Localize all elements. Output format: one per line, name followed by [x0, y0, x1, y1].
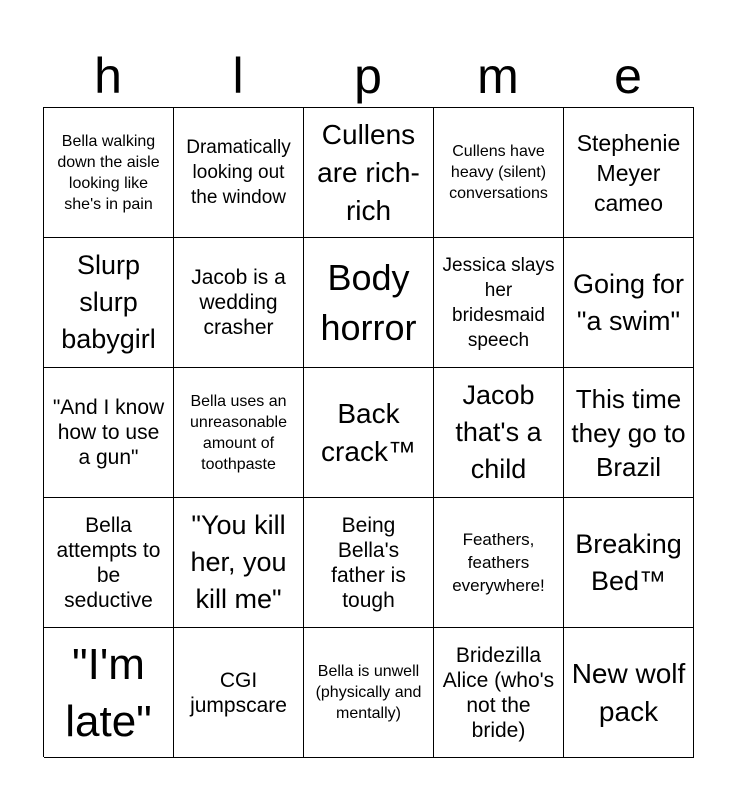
bingo-cell[interactable]: Bella is unwell (physically and mentally) [304, 628, 434, 758]
bingo-cell[interactable]: "You kill her, you kill me" [174, 498, 304, 628]
bingo-cell[interactable]: Dramatically looking out the window [174, 108, 304, 238]
bingo-cell[interactable]: Going for "a swim" [564, 238, 694, 368]
header-letter-2: l [232, 48, 244, 104]
bingo-cell[interactable]: Bella walking down the aisle looking like she's in pain [44, 108, 174, 238]
bingo-cell[interactable]: This time they go to Brazil [564, 368, 694, 498]
bingo-cell[interactable]: Being Bella's father is tough [304, 498, 434, 628]
bingo-cell[interactable]: Feathers, feathers everywhere! [434, 498, 564, 628]
bingo-cell[interactable]: CGI jumpscare [174, 628, 304, 758]
bingo-cell[interactable]: Back crack™ [304, 368, 434, 498]
bingo-cell[interactable]: Cullens are rich-rich [304, 108, 434, 238]
bingo-cell[interactable]: New wolf pack [564, 628, 694, 758]
bingo-cell[interactable]: Stephenie Meyer cameo [564, 108, 694, 238]
bingo-board [43, 107, 694, 757]
bingo-cell[interactable]: Slurp slurp babygirl [44, 238, 174, 368]
bingo-cell[interactable]: "And I know how to use a gun" [44, 368, 174, 498]
header-letter-5: e [614, 48, 642, 104]
header-letter-4: m [477, 48, 519, 104]
bingo-cell[interactable]: Jacob is a wedding crasher [174, 238, 304, 368]
bingo-cell[interactable]: Bella attempts to be seductive [44, 498, 174, 628]
bingo-cell[interactable]: Bella uses an unreasonable amount of toothpaste [174, 368, 304, 498]
bingo-cell[interactable]: Jacob that's a child [434, 368, 564, 498]
bingo-header [43, 48, 693, 104]
header-letter-3: p [354, 48, 382, 104]
bingo-cell[interactable]: Breaking Bed™ [564, 498, 694, 628]
bingo-cell[interactable]: Bridezilla Alice (who's not the bride) [434, 628, 564, 758]
bingo-cell[interactable]: Cullens have heavy (silent) conversations [434, 108, 564, 238]
bingo-cell[interactable]: Body horror [304, 238, 434, 368]
bingo-cell[interactable]: "I'm late" [44, 628, 174, 758]
bingo-cell[interactable]: Jessica slays her bridesmaid speech [434, 238, 564, 368]
header-letter-1: h [94, 48, 122, 104]
